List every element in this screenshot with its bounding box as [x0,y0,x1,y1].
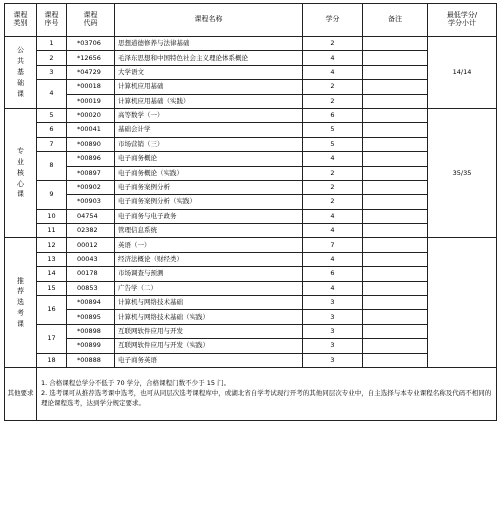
seq-cell: 16 [37,296,67,325]
credit-cell: 3 [303,296,363,310]
table-row [5,152,497,166]
remark-cell [363,108,428,122]
table-row [5,166,497,180]
category-cell: 推 荐 选 考 课 [5,238,37,368]
table-body [5,37,497,421]
code-cell: *00896 [67,152,115,166]
seq-cell: 9 [37,180,67,209]
name-cell: 大学语文 [115,65,303,79]
remark-cell [363,37,428,51]
code-cell: *00041 [67,123,115,137]
seq-cell: 7 [37,137,67,151]
seq-cell: 14 [37,267,67,281]
seq-cell: 11 [37,224,67,238]
code-cell: *00903 [67,195,115,209]
code-cell: 02382 [67,224,115,238]
name-cell: 电子商务案例分析（实践） [115,195,303,209]
seq-cell: 8 [37,152,67,181]
name-cell: 互联网软件应用与开发（实践） [115,339,303,353]
code-cell: *00020 [67,108,115,122]
remark-cell [363,339,428,353]
remark-cell [363,137,428,151]
name-cell: 电子商务概论（实践） [115,166,303,180]
requirement-line: 1. 合格课程总学分不低于 70 学分，合格课程门数不少于 15 门。 [41,379,231,388]
remark-cell [363,94,428,108]
category-cell: 专 业 核 心 课 [5,108,37,238]
table-row [5,252,497,266]
seq-cell: 10 [37,209,67,223]
credit-cell: 5 [303,137,363,151]
remark-cell [363,209,428,223]
credit-cell: 4 [303,65,363,79]
code-cell: *03706 [67,37,115,51]
credit-cell: 4 [303,209,363,223]
table-row [5,267,497,281]
name-cell: 广告学（二） [115,281,303,295]
name-cell: 市场营销（三） [115,137,303,151]
seq-cell: 13 [37,252,67,266]
header-seq: 课程 序号 [37,4,67,37]
curriculum-table [4,3,497,421]
table-row [5,339,497,353]
requirement-line: 2. 选考课可从推荐选考课中选考，也可从同层次选考课程库中，或湖北省自学考试现行开考的其他同层次专业中，自主选择与本专业课程名称及代码不相同的理论课程选考，达到学分规定要求。 [41,389,492,407]
min-credit-cell: 14/14 [428,37,497,109]
seq-cell: 15 [37,281,67,295]
code-cell: 00012 [67,238,115,252]
other-requirements-text [37,367,497,420]
code-cell: *00888 [67,353,115,367]
category-cell: 公 共 基 础 课 [5,37,37,109]
credit-cell: 2 [303,180,363,194]
name-cell: 电子商务概论 [115,152,303,166]
remark-cell [363,296,428,310]
table-row [5,51,497,65]
credit-cell: 4 [303,51,363,65]
name-cell: 管理信息系统 [115,224,303,238]
code-cell: *00899 [67,339,115,353]
name-cell: 电子商务案例分析 [115,180,303,194]
code-cell: *04729 [67,65,115,79]
seq-cell: 17 [37,324,67,353]
code-cell: *00890 [67,137,115,151]
credit-cell: 3 [303,339,363,353]
table-row [5,209,497,223]
header-category: 课程 类别 [5,4,37,37]
credit-cell: 4 [303,281,363,295]
name-cell: 思想道德修养与法律基础 [115,37,303,51]
remark-cell [363,51,428,65]
seq-cell: 1 [37,37,67,51]
credit-cell: 2 [303,195,363,209]
code-cell: *00898 [67,324,115,338]
name-cell: 英语（一） [115,238,303,252]
code-cell: 00043 [67,252,115,266]
table-row [5,123,497,137]
remark-cell [363,238,428,252]
remark-cell [363,65,428,79]
name-cell: 计算机应用基础 [115,80,303,94]
code-cell: 00178 [67,267,115,281]
remark-cell [363,267,428,281]
min-credit-cell: 35/35 [428,108,497,238]
remark-cell [363,353,428,367]
remark-cell [363,252,428,266]
header-row [5,4,497,37]
table-row [5,137,497,151]
credit-cell: 4 [303,252,363,266]
remark-cell [363,310,428,324]
table-row [5,108,497,122]
code-cell: *00894 [67,296,115,310]
name-cell: 高等数学（一） [115,108,303,122]
credit-cell: 7 [303,238,363,252]
code-cell: *00019 [67,94,115,108]
code-cell: *00897 [67,166,115,180]
table-row [5,94,497,108]
credit-cell: 4 [303,224,363,238]
table-row [5,180,497,194]
credit-cell: 3 [303,353,363,367]
credit-cell: 5 [303,123,363,137]
remark-cell [363,123,428,137]
table-row [5,296,497,310]
name-cell: 电子商务英语 [115,353,303,367]
curriculum-table-wrapper [4,3,497,421]
remark-cell [363,224,428,238]
table-row [5,37,497,51]
code-cell: 00853 [67,281,115,295]
table-row [5,224,497,238]
min-credit-cell [428,238,497,368]
seq-cell: 3 [37,65,67,79]
remark-cell [363,152,428,166]
code-cell: *00895 [67,310,115,324]
seq-cell: 5 [37,108,67,122]
seq-cell: 12 [37,238,67,252]
table-row [5,195,497,209]
seq-cell: 6 [37,123,67,137]
header-code: 课程 代码 [67,4,115,37]
credit-cell: 4 [303,152,363,166]
header-min-credit: 最低学分/ 学分小计 [428,4,497,37]
code-cell: *00902 [67,180,115,194]
seq-cell: 2 [37,51,67,65]
table-row [5,80,497,94]
credit-cell: 3 [303,324,363,338]
other-requirements-row [5,367,497,420]
name-cell: 计算机与网络技术基础（实践） [115,310,303,324]
name-cell: 计算机应用基础（实践） [115,94,303,108]
header-remark: 备注 [363,4,428,37]
name-cell: 电子商务与电子政务 [115,209,303,223]
name-cell: 互联网软件应用与开发 [115,324,303,338]
table-row [5,238,497,252]
table-row [5,324,497,338]
table-row [5,353,497,367]
header-credit: 学分 [303,4,363,37]
other-requirements-label: 其他要求 [5,367,37,420]
credit-cell: 2 [303,166,363,180]
name-cell: 毛泽东思想和中国特色社会主义理论体系概论 [115,51,303,65]
credit-cell: 2 [303,80,363,94]
remark-cell [363,180,428,194]
credit-cell: 2 [303,37,363,51]
credit-cell: 6 [303,267,363,281]
remark-cell [363,80,428,94]
name-cell: 经济法概论（财经类） [115,252,303,266]
remark-cell [363,324,428,338]
table-row [5,65,497,79]
code-cell: *00018 [67,80,115,94]
table-row [5,281,497,295]
name-cell: 计算机与网络技术基础 [115,296,303,310]
seq-cell: 4 [37,80,67,109]
credit-cell: 2 [303,94,363,108]
name-cell: 市场调查与预测 [115,267,303,281]
name-cell: 基础会计学 [115,123,303,137]
remark-cell [363,281,428,295]
code-cell: 04754 [67,209,115,223]
code-cell: *12656 [67,51,115,65]
header-name: 课程名称 [115,4,303,37]
credit-cell: 3 [303,310,363,324]
remark-cell [363,166,428,180]
seq-cell: 18 [37,353,67,367]
table-row [5,310,497,324]
credit-cell: 6 [303,108,363,122]
remark-cell [363,195,428,209]
